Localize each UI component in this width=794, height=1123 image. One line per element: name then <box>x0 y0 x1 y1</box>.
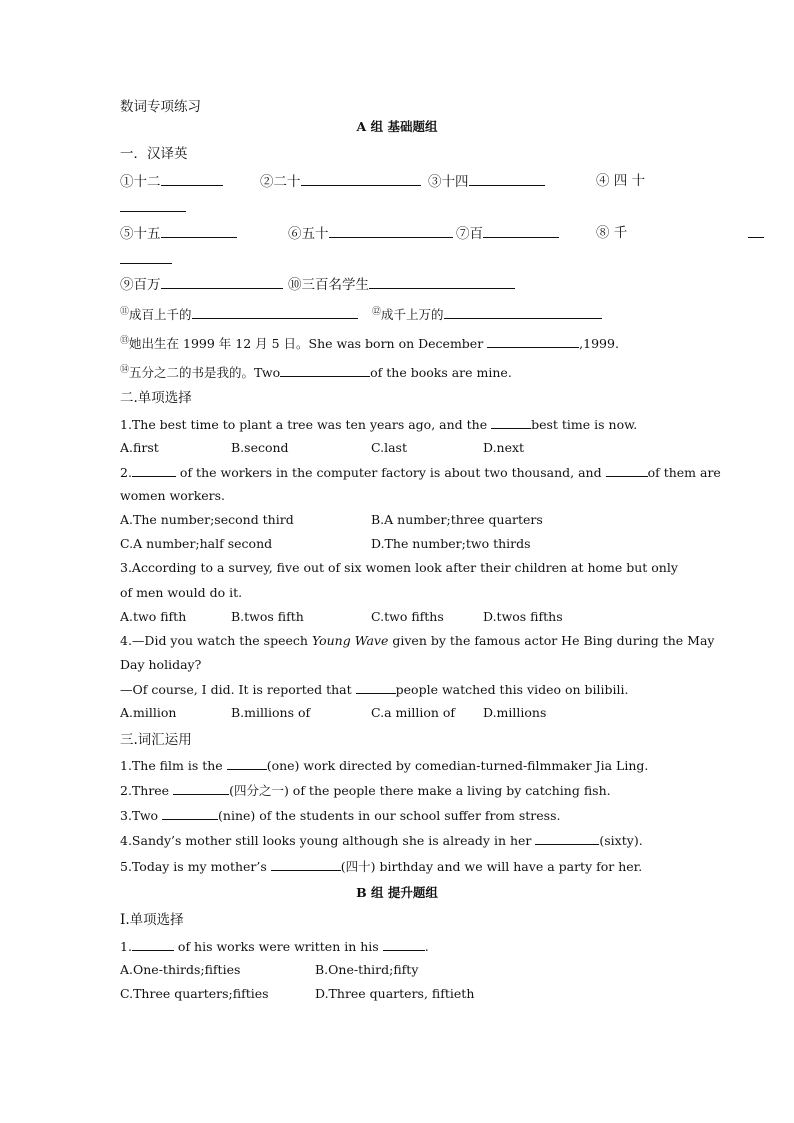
answer-blank[interactable] <box>161 275 283 289</box>
section-b1-heading: Ⅰ.单项选择 <box>120 912 184 928</box>
item-1: ①十二 <box>120 172 223 191</box>
section-2-heading: 二.单项选择 <box>120 390 192 406</box>
option-b[interactable]: B.second <box>231 440 289 455</box>
question-4-reply: —Of course, I did. It is reported that people watched this video on bilibili. <box>120 682 629 697</box>
answer-blank[interactable] <box>161 172 223 186</box>
option-a[interactable]: A.One-thirds;fifties <box>120 962 241 977</box>
option-c[interactable]: C.A number;half second <box>120 536 273 551</box>
option-d[interactable]: D.Three quarters, fiftieth <box>315 986 475 1001</box>
option-c[interactable]: C.a million of <box>371 705 456 720</box>
answer-blank[interactable] <box>469 172 545 186</box>
item-8-blank <box>120 250 172 269</box>
answer-blank[interactable] <box>192 305 358 319</box>
answer-blank[interactable] <box>356 680 396 694</box>
answer-blank[interactable] <box>162 806 218 820</box>
item-14: ⑭五分之二的书是我的。Two of the books are mine. <box>120 365 512 380</box>
vocab-question-1: 1.The film is the (one) work directed by comedian-turned-filmmaker Jia Ling. <box>120 758 649 773</box>
group-b-heading: B 组 提升题组 <box>356 885 438 900</box>
vocab-question-2: 2.Three (四分之一) of the people there make a living by catching fish. <box>120 783 611 798</box>
option-c[interactable]: C.Three quarters;fifties <box>120 986 269 1001</box>
option-a[interactable]: A.The number;second third <box>120 512 294 527</box>
vocab-question-4: 4.Sandy’s mother still looks young although she is already in her (sixty). <box>120 833 643 848</box>
section-1-heading: 一．汉译英 <box>120 146 188 162</box>
option-a[interactable]: A.first <box>120 440 159 455</box>
item-4: ④ 四 十 <box>596 173 646 189</box>
option-b[interactable]: B.One-third;fifty <box>315 962 419 977</box>
b-question-1-stem: 1. of his works were written in his . <box>120 939 429 954</box>
item-11: ⑪成百上千的 <box>120 303 358 324</box>
item-4-blank <box>120 198 186 217</box>
option-d[interactable]: D.next <box>483 440 525 455</box>
option-d[interactable]: D.millions <box>483 705 547 720</box>
answer-blank[interactable] <box>383 937 425 951</box>
item-6: ⑥五十 <box>288 224 453 243</box>
answer-blank[interactable] <box>132 463 176 477</box>
item-12: ⑫成千上万的 <box>372 303 602 324</box>
item-13: ⑬她出生在 1999 年 12 月 5 日。She was born on December ,1999. <box>120 336 619 351</box>
answer-blank[interactable] <box>173 781 229 795</box>
item-5: ⑤十五 <box>120 224 237 243</box>
item-3: ③十四 <box>428 172 545 191</box>
option-b[interactable]: B.A number;three quarters <box>371 512 543 527</box>
option-b[interactable]: B.millions of <box>231 705 311 720</box>
document-title: 数词专项练习 <box>120 99 201 115</box>
answer-blank[interactable] <box>301 172 421 186</box>
answer-blank[interactable] <box>120 250 172 264</box>
option-a[interactable]: A.million <box>120 705 177 720</box>
answer-blank[interactable] <box>606 463 648 477</box>
item-10: ⑩三百名学生 <box>288 275 515 294</box>
item-8-blank-start <box>748 224 764 243</box>
question-1-stem: 1.The best time to plant a tree was ten years ago, and the best time is now. <box>120 417 638 432</box>
answer-blank[interactable] <box>120 198 186 212</box>
item-2: ②二十 <box>260 172 421 191</box>
vocab-question-5: 5.Today is my mother’s (四十) birthday and we will have a party for her. <box>120 859 643 874</box>
option-d[interactable]: D.The number;two thirds <box>371 536 531 551</box>
answer-blank[interactable] <box>161 224 237 238</box>
question-3-stem: 3.According to a survey, five out of six women look after their children at home but only <box>120 560 678 575</box>
option-d[interactable]: D.twos fifths <box>483 609 563 624</box>
option-a[interactable]: A.two fifth <box>120 609 187 624</box>
answer-blank[interactable] <box>280 363 370 377</box>
question-4-stem-cont: Day holiday? <box>120 657 202 672</box>
question-4-stem: 4.—Did you watch the speech Young Wave given by the famous actor He Bing during the May <box>120 633 715 648</box>
answer-blank[interactable] <box>487 334 579 348</box>
option-c[interactable]: C.last <box>371 440 407 455</box>
item-7: ⑦百 <box>456 224 559 243</box>
section-3-heading: 三.词汇运用 <box>120 732 192 748</box>
answer-blank[interactable] <box>748 224 764 238</box>
answer-blank[interactable] <box>132 937 174 951</box>
group-a-heading: A 组 基础题组 <box>356 119 438 134</box>
answer-blank[interactable] <box>271 857 341 871</box>
vocab-question-3: 3.Two (nine) of the students in our school suffer from stress. <box>120 808 561 823</box>
item-9: ⑨百万 <box>120 275 283 294</box>
question-3-stem-cont: of men would do it. <box>120 585 243 600</box>
answer-blank[interactable] <box>329 224 453 238</box>
answer-blank[interactable] <box>369 275 515 289</box>
item-8: ⑧ 千 <box>596 225 628 241</box>
question-2-stem-cont: women workers. <box>120 488 226 503</box>
answer-blank[interactable] <box>491 415 531 429</box>
question-2-stem: 2. of the workers in the computer factory is about two thousand, and of them are <box>120 465 721 480</box>
option-c[interactable]: C.two fifths <box>371 609 444 624</box>
answer-blank[interactable] <box>483 224 559 238</box>
option-b[interactable]: B.twos fifth <box>231 609 304 624</box>
answer-blank[interactable] <box>444 305 602 319</box>
answer-blank[interactable] <box>227 756 267 770</box>
answer-blank[interactable] <box>535 831 599 845</box>
